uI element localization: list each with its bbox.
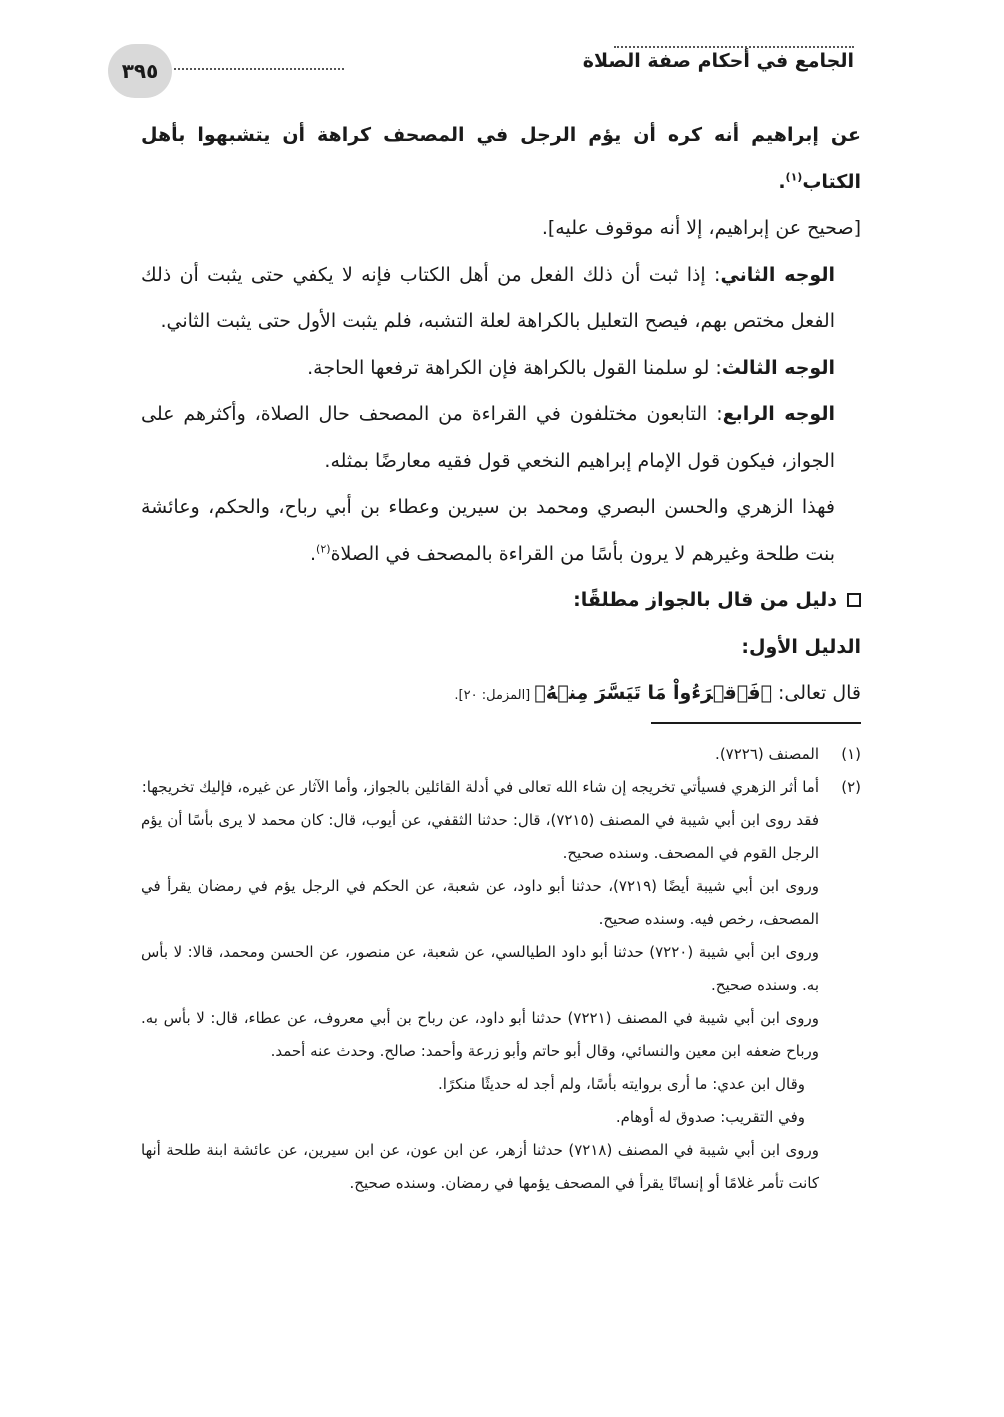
paragraph-5-text: : التابعون مختلفون في القراءة من المصحف حال الصلاة، وأكثرهم على الجواز، فيكون قول الإمام إبراهيم النخعي قول فقيه معارضًا بمثله. <box>141 403 835 472</box>
footnote-line: المصنف (٧٢٢٦). <box>715 745 819 763</box>
paragraph-4 <box>141 345 861 392</box>
paragraph-1 <box>141 112 861 205</box>
footnote-line: فقد روى ابن أبي شيبة في المصنف (٧٢١٥)، قال: حدثنا الثقفي، عن أيوب، قال: كان محمد لا يرى بأسًا أن يؤم الرجل القوم في المصحف. وسنده صحيح. <box>141 811 819 862</box>
paragraph-6-text: فهذا الزهري والحسن البصري ومحمد بن سيرين وعطاء بن أبي رباح، والحكم، وعائشة بنت طلحة وغيرهم لا يرون بأسًا من القراءة بالمصحف في الصلاة <box>141 496 835 565</box>
footnote-line: وروى ابن أبي شيبة في المصنف (٧٢٢١) حدثنا أبو داود، عن رباح بن أبي معروف، عن عطاء، قال: لا بأس به. ورباح ضعفه ابن معين والنسائي، وقال أبو حاتم وأبو زرعة وأحمد: صالح. وحدث عنه أحمد. <box>141 1009 819 1060</box>
footnote-separator <box>651 722 861 724</box>
quote-verse: ﴿فَٱقۡرَءُواْ مَا تَيَسَّرَ مِنۡهُ﴾ <box>534 682 772 704</box>
paragraph-1-text: عن إبراهيم أنه كره أن يؤم الرجل في المصحف كراهة أن يتشبهوا بأهل الكتاب <box>141 124 861 193</box>
paragraph-6 <box>141 484 861 577</box>
page-number: ٣٩٥ <box>108 44 172 98</box>
footnote-ref-2[interactable]: (٢) <box>316 542 331 556</box>
footnote-line: وروى ابن أبي شيبة في المصنف (٧٢١٨) حدثنا أزهر، عن ابن عون، عن ابن سيرين، عن عائشة ابنة طلحة أنها كانت تأمر غلامًا أو إنسانًا يقرأ في المصحف يؤمها في رمضان. وسنده صحيح. <box>141 1141 819 1192</box>
paragraph-1-end: . <box>778 170 786 193</box>
footnote-1 <box>141 738 861 771</box>
paragraph-4-text: : لو سلمنا القول بالكراهة فإن الكراهة ترفعها الحاجة. <box>307 356 722 379</box>
footnote-line: وفي التقريب: صدوق له أوهام. <box>615 1108 805 1126</box>
section-heading <box>141 577 861 624</box>
footnote-body <box>141 771 819 1200</box>
paragraph-3 <box>141 252 861 345</box>
footnote-body <box>141 738 819 771</box>
header-title: الجامع في أحكام صفة الصلاة <box>582 50 854 72</box>
section-heading-text: دليل من قال بالجواز مطلقًا: <box>573 589 837 611</box>
footnote-2 <box>141 771 861 1200</box>
header-dots-top <box>614 46 854 48</box>
footnote-number: (٢) <box>841 778 861 796</box>
paragraph-4-label: الوجه الثالث <box>721 356 835 379</box>
paragraph-3-text: : إذا ثبت أن ذلك الفعل من أهل الكتاب فإنه لا يكفي حتى يثبت أن ذلك الفعل مختص بهم، فيصح التعليل بالكراهة لعلة التشبه، فلم يثبت الأول حتى يثبت الثاني. <box>141 263 835 332</box>
quote-reference: [المزمل: ٢٠]. <box>454 688 535 703</box>
subheading: الدليل الأول: <box>741 635 861 658</box>
footnote-line: وروى ابن أبي شيبة أيضًا (٧٢١٩)، حدثنا أبو داود، عن شعبة، عن الحكم في الرجل يؤم في رمضان يقرأ في المصحف، رخص فيه. وسنده صحيح. <box>141 877 819 928</box>
footnotes <box>141 738 861 1200</box>
footnote-number: (١) <box>841 745 861 763</box>
running-header <box>154 44 854 94</box>
footnote-line: وروى ابن أبي شيبة (٧٢٢٠) حدثنا أبو داود الطيالسي، عن شعبة، عن منصور، عن الحسن ومحمد، قالا: لا بأس به. وسنده صحيح. <box>141 943 819 994</box>
header-dots-left <box>174 68 344 70</box>
paragraph-5 <box>141 391 861 484</box>
paragraph-2: [صحيح عن إبراهيم، إلا أنه موقوف عليه]. <box>541 217 861 239</box>
square-bullet-icon <box>847 593 861 607</box>
footnote-line: وقال ابن عدي: ما أرى بروايته بأسًا، ولم أجد له حديثًا منكرًا. <box>438 1075 805 1093</box>
footnote-ref-1[interactable]: (١) <box>785 170 803 184</box>
paragraph-6-end: . <box>310 542 317 565</box>
quran-quote <box>141 670 861 720</box>
quote-intro: قال تعالى: <box>771 682 861 704</box>
footnote-line: أما أثر الزهري فسيأتي تخريجه إن شاء الله تعالى في أدلة القائلين بالجواز، وأما الآثار عن غيره، فإليك تخريجها: <box>141 778 819 796</box>
main-text <box>141 112 861 720</box>
paragraph-5-label: الوجه الرابع <box>722 403 835 425</box>
paragraph-3-label: الوجه الثاني <box>720 263 835 286</box>
